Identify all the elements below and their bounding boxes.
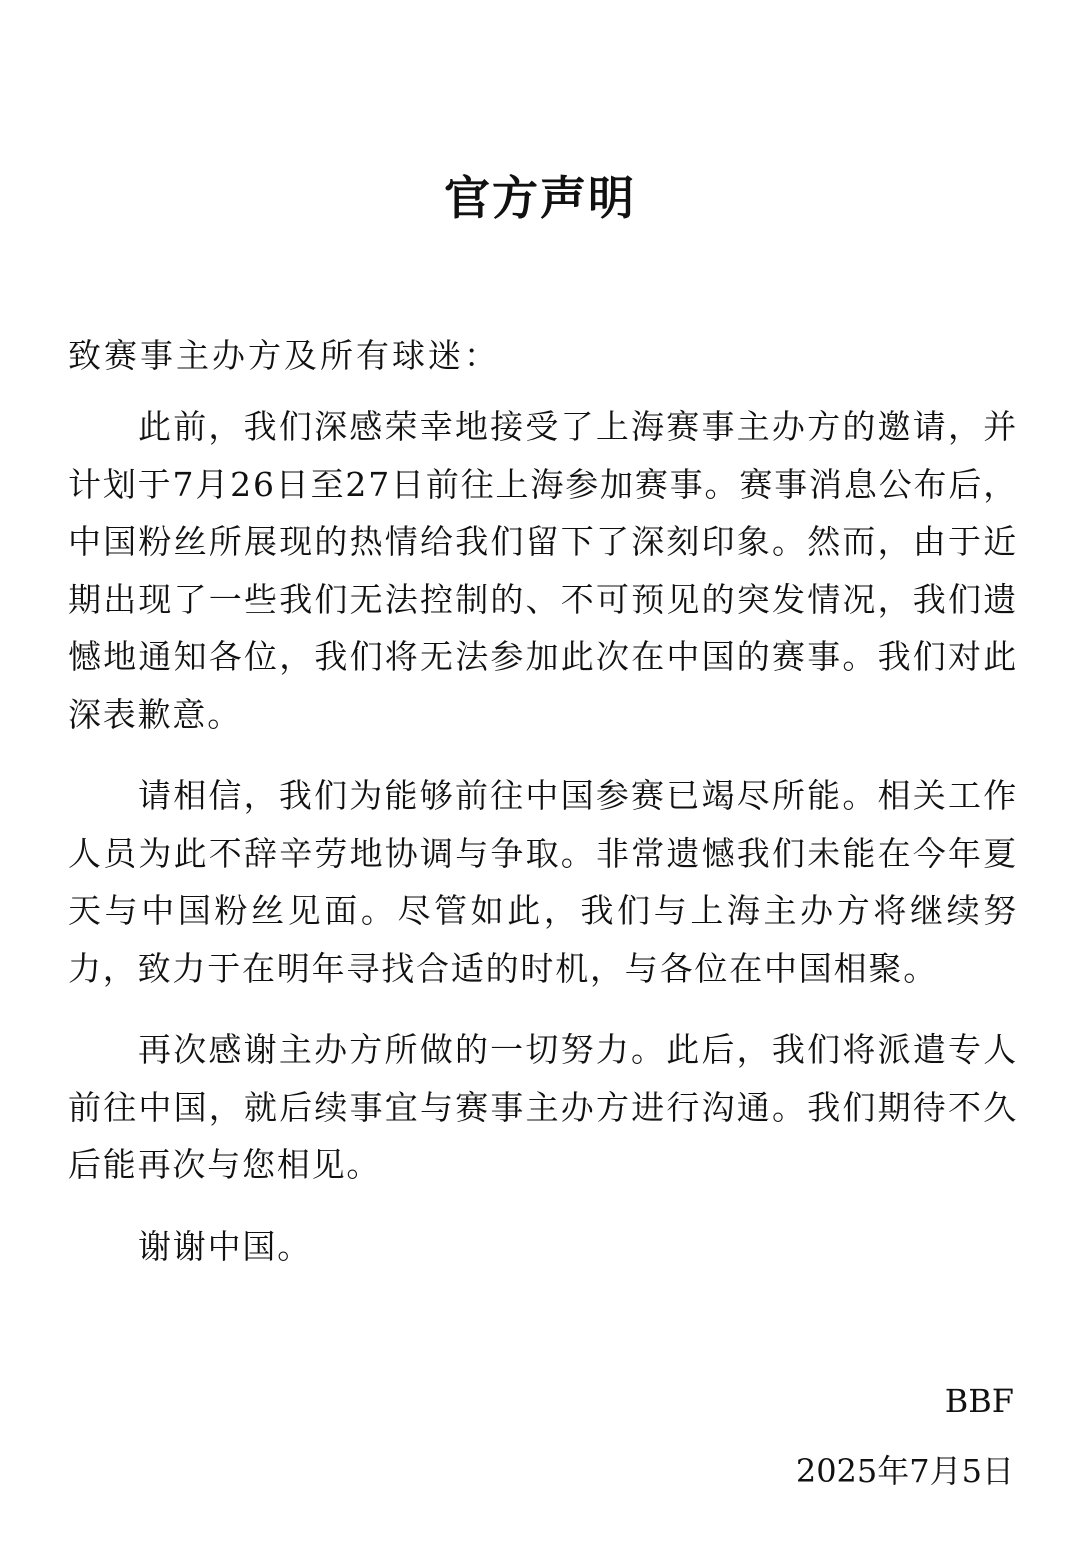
closing-line: 谢谢中国。: [138, 1226, 312, 1266]
paragraph-2: 请相信，我们为能够前往中国参赛已竭尽所能。相关工作人员为此不辞辛劳地协调与争取。非常遗憾我们未能在今年夏天与中国粉丝见面。尽管如此，我们与上海主办方将继续努力，致力于在明年寻找合适的时机，与各位在中国相聚。: [68, 776, 1018, 988]
statement-title: 官方声明: [444, 171, 636, 225]
statement-body: [68, 398, 1018, 1275]
salutation: 致赛事主办方及所有球迷：: [68, 336, 500, 375]
statement-date: 2025年7月5日: [795, 1452, 1014, 1490]
paragraph-3: 再次感谢主办方所做的一切努力。此后，我们将派遣专人前往中国，就后续事宜与赛事主办方进行沟通。我们期待不久后能再次与您相见。: [68, 1030, 1018, 1184]
paragraph-1: 此前，我们深感荣幸地接受了上海赛事主办方的邀请，并计划于7月26日至27日前往上海参加赛事。赛事消息公布后，中国粉丝所展现的热情给我们留下了深刻印象。然而，由于近期出现了一些我们无法控制的、不可预见的突发情况，我们遗憾地通知各位，我们将无法参加此次在中国的赛事。我们对此深表歉意。: [68, 407, 1018, 734]
signature: BBF: [944, 1382, 1014, 1420]
